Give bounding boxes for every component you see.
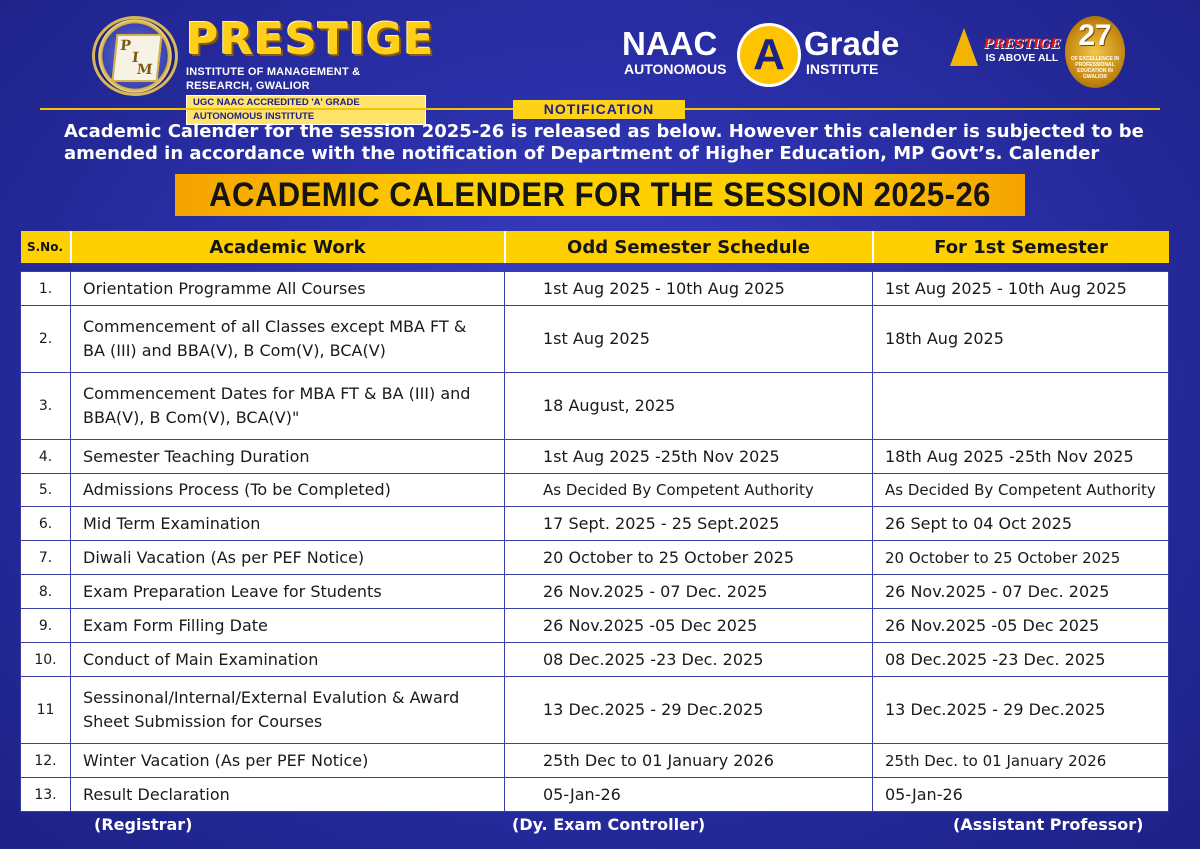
- anniversary-badge: [1065, 16, 1125, 88]
- naac-grade-logo: [622, 26, 922, 86]
- naac-grade-word: Grade: [804, 25, 900, 62]
- signature-assistant-professor: (Assistant Professor): [953, 815, 1144, 834]
- calendar-title-banner: [175, 174, 1025, 216]
- table-row: [21, 272, 1169, 306]
- table-row: [21, 373, 1169, 440]
- row-first: 13 Dec.2025 - 29 Dec.2025: [873, 677, 1169, 744]
- row-first: 1st Aug 2025 - 10th Aug 2025: [873, 272, 1169, 306]
- notification-text: Academic Calender for the session 2025-26 is released as below. However this calender is subjected to be amended in accordance with the notification of Department of Higher Education, MP Govt’s. Calender: [64, 121, 1144, 164]
- row-first: 26 Sept to 04 Oct 2025: [873, 507, 1169, 541]
- header-odd-semester: Odd Semester Schedule: [505, 231, 873, 263]
- row-odd: As Decided By Competent Authority: [505, 474, 873, 507]
- table-row: [21, 744, 1169, 778]
- table-row: [21, 575, 1169, 609]
- row-odd: 1st Aug 2025 - 10th Aug 2025: [505, 272, 873, 306]
- row-first: 26 Nov.2025 -05 Dec 2025: [873, 609, 1169, 643]
- table-row: [21, 507, 1169, 541]
- row-number: 12.: [21, 744, 71, 778]
- row-first: 18th Aug 2025 -25th Nov 2025: [873, 440, 1169, 474]
- header-first-semester: For 1st Semester: [873, 231, 1169, 263]
- row-odd: 18 August, 2025: [505, 373, 873, 440]
- row-work: Winter Vacation (As per PEF Notice): [71, 744, 505, 778]
- row-odd: 05-Jan-26: [505, 778, 873, 812]
- table-row: [21, 474, 1169, 507]
- row-number: 13.: [21, 778, 71, 812]
- table-row: [21, 609, 1169, 643]
- table-row: [21, 306, 1169, 373]
- anniversary-text: OF EXCELLENCE IN PROFESSIONAL EDUCATION IN GWALIOR: [1070, 56, 1120, 80]
- row-work: Diwali Vacation (As per PEF Notice): [71, 541, 505, 575]
- row-odd: 1st Aug 2025: [505, 306, 873, 373]
- row-number: 6.: [21, 507, 71, 541]
- row-work: Result Declaration: [71, 778, 505, 812]
- row-work: Mid Term Examination: [71, 507, 505, 541]
- table-row: [21, 677, 1169, 744]
- table-row: [21, 778, 1169, 812]
- row-number: 11: [21, 677, 71, 744]
- naac-autonomous: AUTONOMOUS: [624, 61, 727, 77]
- row-first: 20 October to 25 October 2025: [873, 541, 1169, 575]
- brand-name: PRESTIGE: [186, 14, 435, 65]
- row-number: 3.: [21, 373, 71, 440]
- signature-registrar: (Registrar): [94, 815, 193, 834]
- tagline-line-1: PRESTIGE: [983, 37, 1061, 52]
- row-work: Exam Form Filling Date: [71, 609, 505, 643]
- row-first: 05-Jan-26: [873, 778, 1169, 812]
- row-work: Sessinonal/Internal/External Evalution & Award Sheet Submission for Courses: [71, 677, 505, 744]
- naac-word: NAAC: [622, 25, 718, 62]
- table-row: [21, 643, 1169, 677]
- row-number: 2.: [21, 306, 71, 373]
- naac-institute: INSTITUTE: [806, 61, 879, 77]
- header-academic-work: Academic Work: [71, 231, 505, 263]
- row-number: 1.: [21, 272, 71, 306]
- row-odd: 17 Sept. 2025 - 25 Sept.2025: [505, 507, 873, 541]
- row-first: 18th Aug 2025: [873, 306, 1169, 373]
- brand-subtitle: INSTITUTE OF MANAGEMENT & RESEARCH, GWALIOR: [186, 66, 361, 92]
- row-first: [873, 373, 1169, 440]
- tagline-line-2: IS ABOVE ALL: [985, 52, 1059, 64]
- row-number: 8.: [21, 575, 71, 609]
- row-number: 5.: [21, 474, 71, 507]
- row-work: Commencement Dates for MBA FT & BA (III) and BBA(V), B Com(V), BCA(V)": [71, 373, 505, 440]
- header-sno: S.No.: [21, 231, 71, 263]
- naac-grade-letter: A: [740, 26, 798, 84]
- row-number: 4.: [21, 440, 71, 474]
- prestige-a-logo-icon: [950, 28, 978, 66]
- prestige-tagline: [982, 38, 1062, 64]
- row-work: Conduct of Main Examination: [71, 643, 505, 677]
- table-row: [21, 541, 1169, 575]
- institute-emblem-icon: P I M: [92, 16, 178, 96]
- row-work: Commencement of all Classes except MBA FT & BA (III) and BBA(V), B Com(V), BCA(V): [71, 306, 505, 373]
- anniversary-number: 27: [1078, 19, 1112, 52]
- row-odd: 1st Aug 2025 -25th Nov 2025: [505, 440, 873, 474]
- notification-tag: NOTIFICATION: [513, 100, 685, 119]
- calendar-title: ACADEMIC CALENDER FOR THE SESSION 2025-26: [209, 174, 991, 215]
- row-first: 26 Nov.2025 - 07 Dec. 2025: [873, 575, 1169, 609]
- row-odd: 08 Dec.2025 -23 Dec. 2025: [505, 643, 873, 677]
- row-odd: 26 Nov.2025 - 07 Dec. 2025: [505, 575, 873, 609]
- row-first: 25th Dec. to 01 January 2026: [873, 744, 1169, 778]
- row-first: 08 Dec.2025 -23 Dec. 2025: [873, 643, 1169, 677]
- row-work: Admissions Process (To be Completed): [71, 474, 505, 507]
- table-header-row: [21, 231, 1169, 263]
- signature-dy-exam-controller: (Dy. Exam Controller): [512, 815, 706, 834]
- row-odd: 26 Nov.2025 -05 Dec 2025: [505, 609, 873, 643]
- row-number: 10.: [21, 643, 71, 677]
- row-odd: 13 Dec.2025 - 29 Dec.2025: [505, 677, 873, 744]
- row-number: 9.: [21, 609, 71, 643]
- academic-calendar-table: [20, 231, 1169, 812]
- row-work: Exam Preparation Leave for Students: [71, 575, 505, 609]
- row-odd: 20 October to 25 October 2025: [505, 541, 873, 575]
- row-work: Orientation Programme All Courses: [71, 272, 505, 306]
- row-work: Semester Teaching Duration: [71, 440, 505, 474]
- row-number: 7.: [21, 541, 71, 575]
- row-first: As Decided By Competent Authority: [873, 474, 1169, 507]
- accreditation-badge: UGC NAAC ACCREDITED 'A' GRADE AUTONOMOUS INSTITUTE: [186, 95, 426, 125]
- table-row: [21, 440, 1169, 474]
- row-odd: 25th Dec to 01 January 2026: [505, 744, 873, 778]
